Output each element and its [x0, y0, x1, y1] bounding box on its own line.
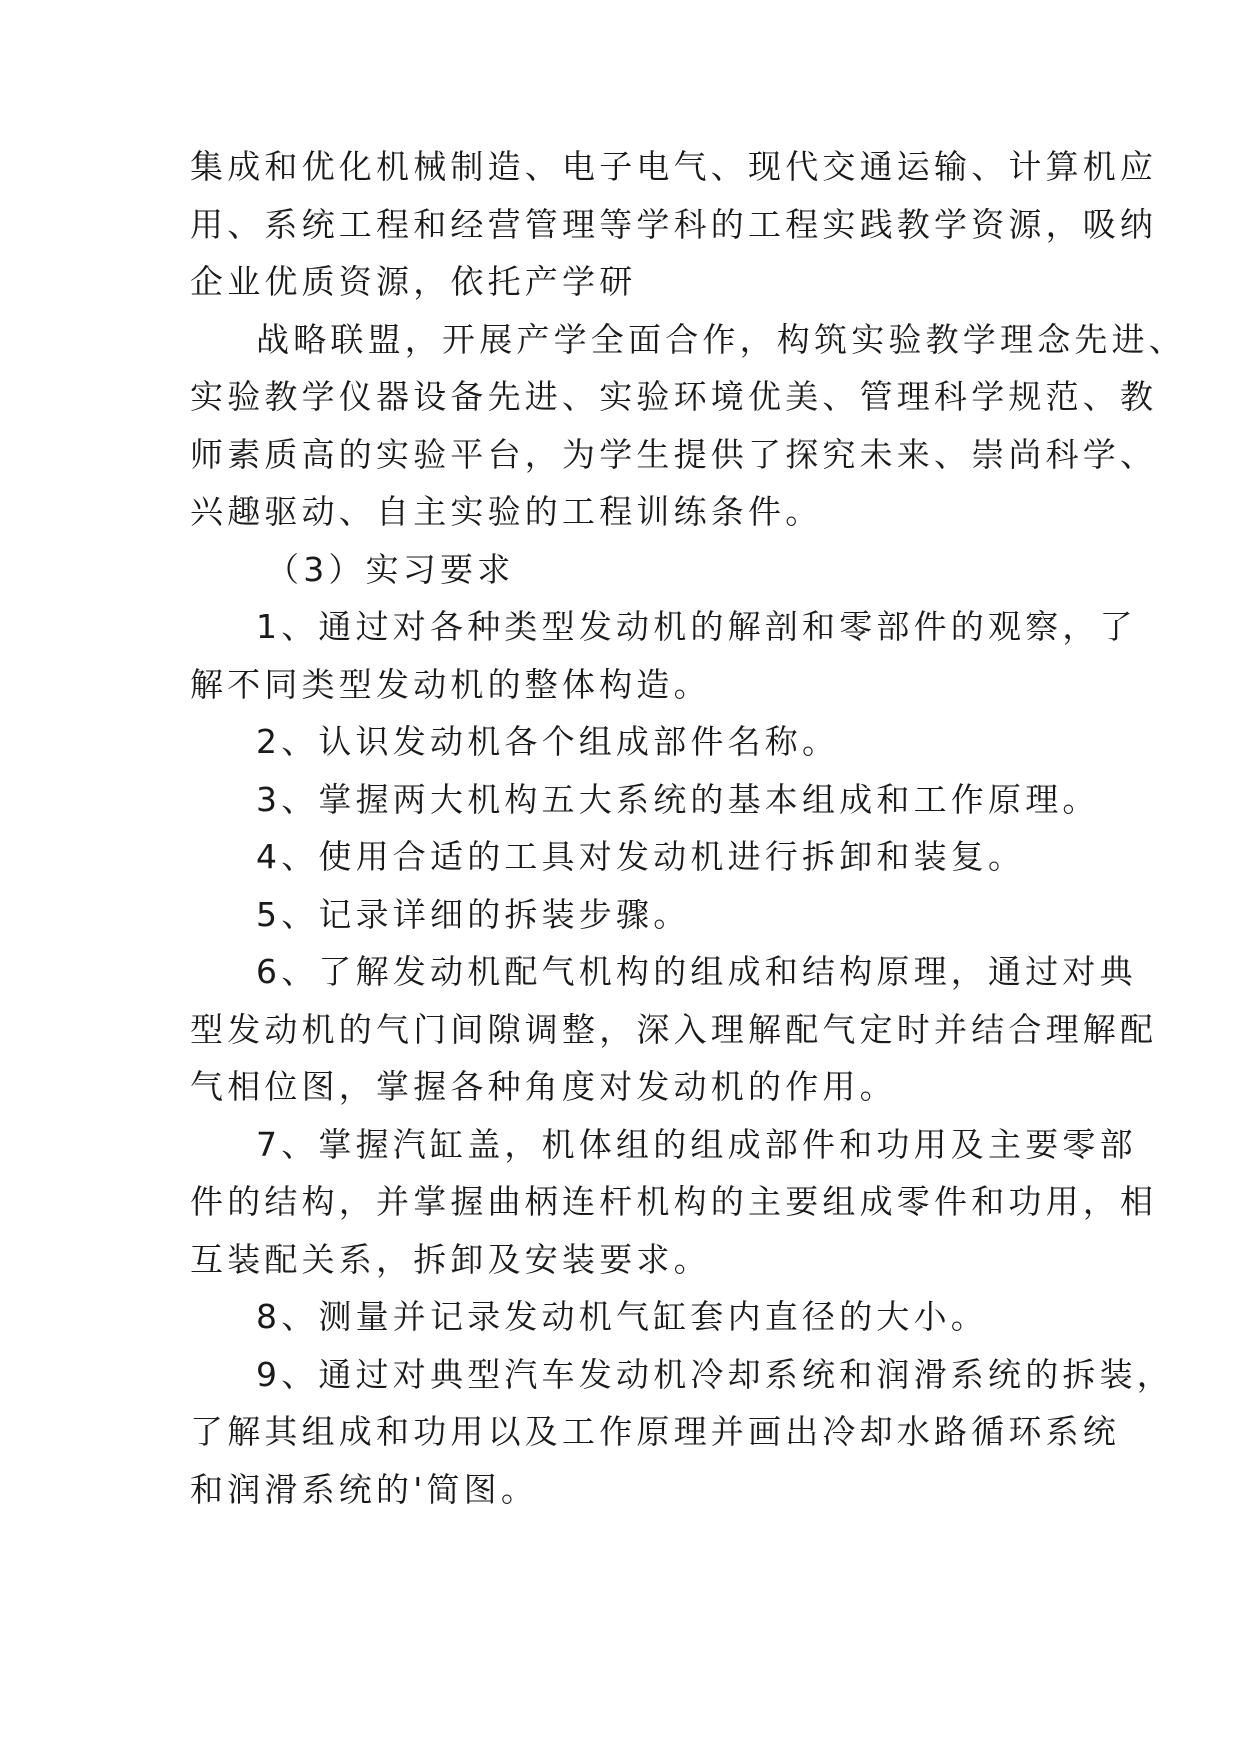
- requirement-item: 8、测量并记录发动机气缸套内直径的大小。: [256, 1297, 988, 1336]
- requirement-item: 和润滑系统的'简图。: [190, 1470, 539, 1509]
- section-heading: （3）实习要求: [266, 550, 515, 589]
- paragraph-line: 企业优质资源，依托产学研: [190, 262, 637, 301]
- requirement-item: 1、通过对各种类型发动机的解剖和零部件的观察，了: [256, 607, 1137, 646]
- paragraph-line: 战略联盟，开展产学全面合作，构筑实验教学理念先进、: [256, 320, 1186, 359]
- requirement-item: 2、认识发动机各个组成部件名称。: [256, 722, 840, 761]
- paragraph-line: 实验教学仪器设备先进、实验环境优美、管理科学规范、教: [190, 377, 1158, 416]
- requirement-item: 3、掌握两大机构五大系统的基本组成和工作原理。: [256, 780, 1100, 819]
- requirement-item: 了解其组成和功用以及工作原理并画出冷却水路循环系统: [190, 1412, 1120, 1451]
- requirement-item: 型发动机的气门间隙调整，深入理解配气定时并结合理解配: [190, 1010, 1158, 1049]
- requirement-item: 解不同类型发动机的整体构造。: [190, 665, 711, 704]
- requirement-item: 7、掌握汽缸盖，机体组的组成部件和功用及主要零部: [256, 1125, 1137, 1164]
- paragraph-line: 集成和优化机械制造、电子电气、现代交通运输、计算机应: [190, 147, 1158, 186]
- requirement-item: 5、记录详细的拆装步骤。: [256, 895, 691, 934]
- paragraph-line: 师素质高的实验平台，为学生提供了探究未来、崇尚科学、: [190, 435, 1158, 474]
- requirement-item: 互装配关系，拆卸及安装要求。: [190, 1240, 711, 1279]
- requirement-item: 6、了解发动机配气机构的组成和结构原理，通过对典: [256, 952, 1137, 991]
- requirement-item: 气相位图，掌握各种角度对发动机的作用。: [190, 1067, 897, 1106]
- paragraph-line: 兴趣驱动、自主实验的工程训练条件。: [190, 492, 823, 531]
- requirement-item: 件的结构，并掌握曲柄连杆机构的主要组成零件和功用，相: [190, 1182, 1158, 1221]
- requirement-item: 9、通过对典型汽车发动机冷却系统和润滑系统的拆装，: [256, 1355, 1174, 1394]
- requirement-item: 4、使用合适的工具对发动机进行拆卸和装复。: [256, 837, 1026, 876]
- paragraph-line: 用、系统工程和经营管理等学科的工程实践教学资源，吸纳: [190, 205, 1158, 244]
